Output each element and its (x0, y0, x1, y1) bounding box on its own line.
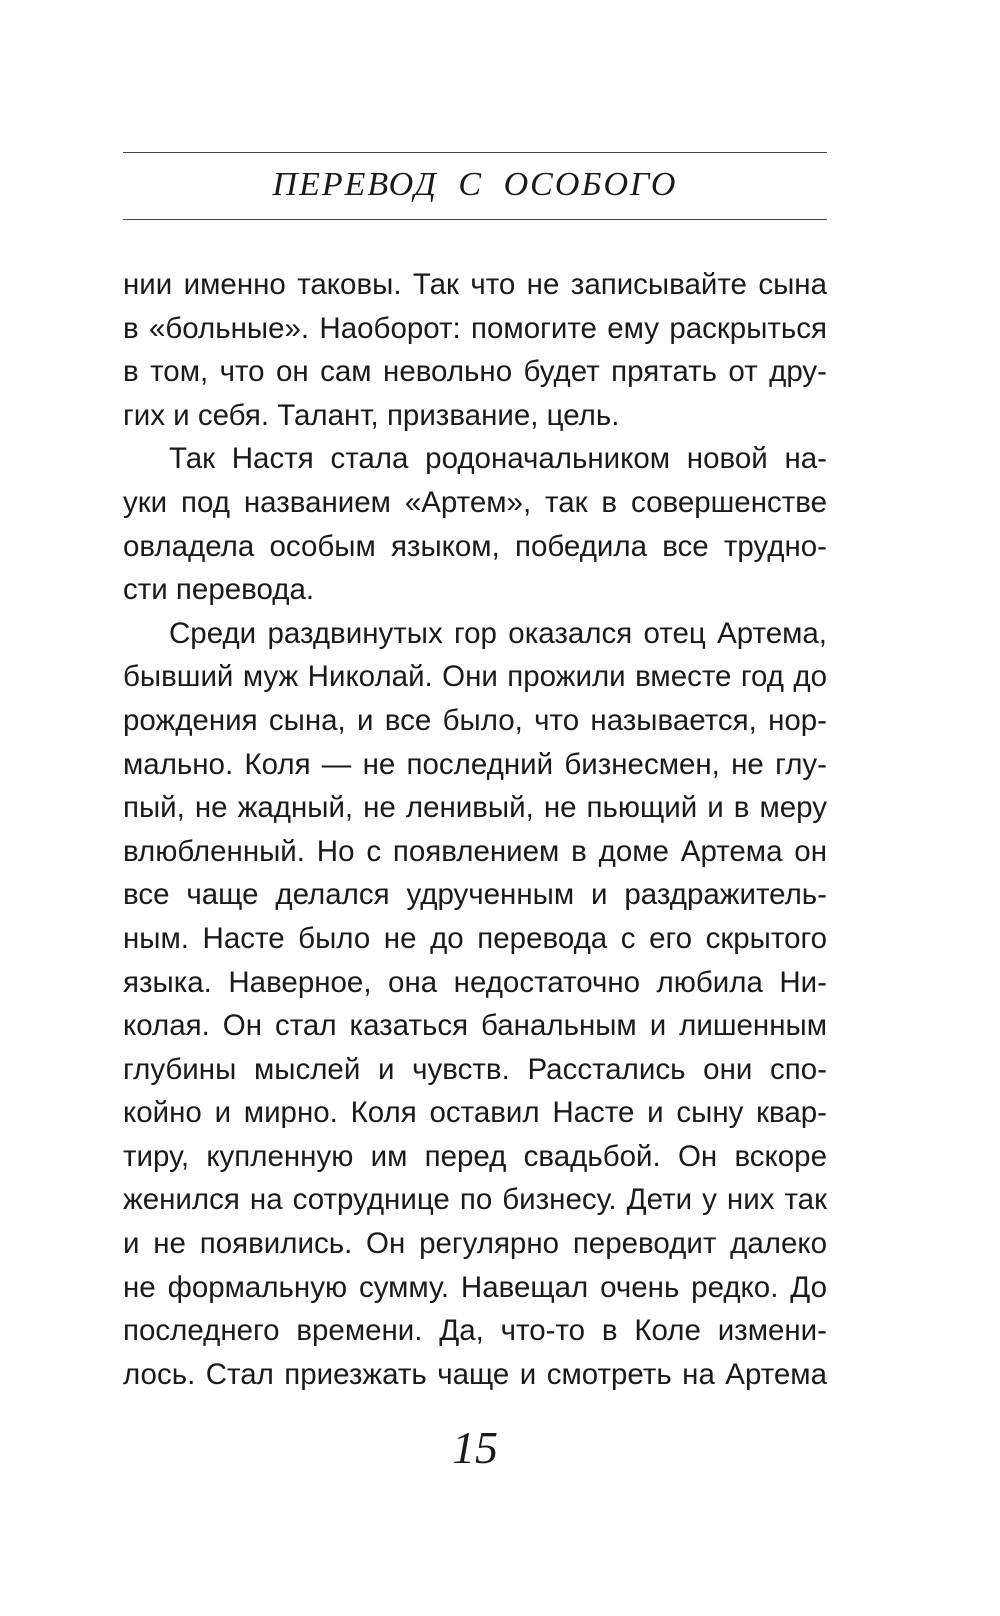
text-line: сти перевода. (123, 573, 315, 607)
text-line: гих и себя. Талант, призвание, цель. (123, 398, 620, 432)
running-head-title: ПЕРЕВОД С ОСОБОГО (272, 166, 678, 203)
body-text (123, 263, 827, 1396)
text-line: тиру, купленную им перед свадьбой. Он вскоре (123, 1139, 827, 1173)
text-line: пый, не жадный, не ленивый, не пьющий и в меру (123, 791, 827, 825)
paragraph-first-line: Среди раздвинутых гор оказался отец Артема, (169, 616, 827, 650)
page-number: 15 (452, 1422, 498, 1473)
text-line: глубины мыслей и чувств. Расстались они спо- (123, 1052, 827, 1086)
text-line: колая. Он стал казаться банальным и лишенным (123, 1009, 827, 1043)
text-line: рождения сына, и все было, что называется, нор- (123, 703, 827, 737)
text-line: в «больные». Наоборот: помогите ему раскрыться (123, 311, 827, 345)
text-line: нии именно таковы. Так что не записывайте сына (123, 268, 827, 301)
header-bottom-rule (123, 219, 827, 220)
text-line: влюбленный. Но с появлением в доме Артема он (123, 834, 827, 868)
paragraph-first-line: Так Настя стала родоначальником новой на- (169, 442, 827, 476)
text-line: женился на сотруднице по бизнесу. Дети у них так (123, 1183, 827, 1217)
text-line: ным. Насте было не до перевода с его скрытого (123, 921, 827, 955)
header-top-rule (123, 152, 827, 153)
text-line: уки под названием «Артем», так в совершенстве (123, 485, 827, 519)
text-line: не формальную сумму. Навещал очень редко. До (123, 1270, 827, 1304)
text-line: мально. Коля — не последний бизнесмен, не глу- (123, 747, 827, 781)
text-line: бывший муж Николай. Они прожили вместе год до (123, 660, 827, 694)
text-line: койно и мирно. Коля оставил Насте и сыну квар- (123, 1096, 827, 1130)
text-line: все чаще делался удрученным и раздражитель- (123, 878, 827, 912)
text-line: последнего времени. Да, что-то в Коле измени- (123, 1314, 827, 1348)
text-line: языка. Наверное, она недостаточно любила Ни- (123, 965, 827, 999)
text-line: лось. Стал приезжать чаще и смотреть на Артема (123, 1357, 827, 1391)
text-line: овладела особым языком, победила все трудно- (123, 529, 827, 563)
text-line: в том, что он сам невольно будет прятать от дру- (123, 355, 827, 389)
text-line: и не появились. Он регулярно переводит далеко (123, 1227, 827, 1261)
